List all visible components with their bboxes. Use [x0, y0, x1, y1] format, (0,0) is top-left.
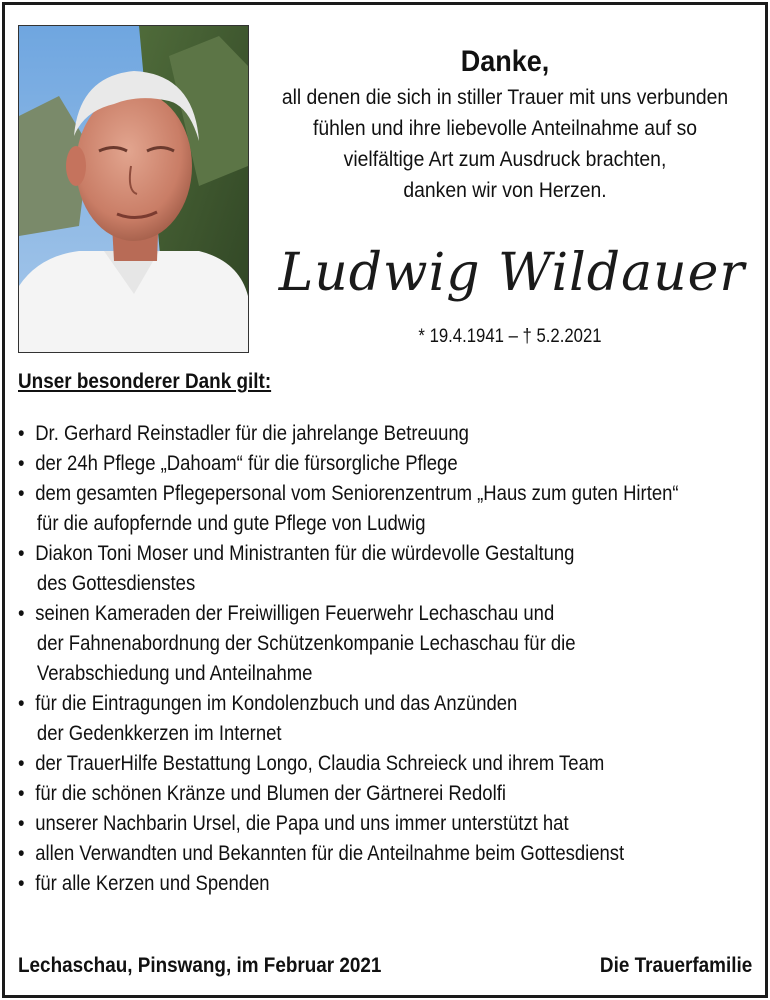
list-item: [18, 808, 723, 838]
thanks-heading: Danke,: [460, 45, 550, 78]
list-item-line: • für die Eintragungen im Kondolenzbuch und das Anzünden: [35, 691, 518, 715]
list-item: [18, 868, 723, 898]
thanks-message: [280, 42, 730, 206]
special-thanks-heading: Unser besonderer Dank gilt:: [18, 370, 272, 393]
list-item-line: • für alle Kerzen und Spenden: [35, 871, 270, 895]
list-item: [18, 448, 723, 478]
list-item-line: • allen Verwandten und Bekannten für die Anteilnahme beim Gottesdienst: [35, 841, 625, 865]
thanks-line: all denen die sich in stiller Trauer mit uns verbunden: [281, 85, 729, 109]
thanks-line: fühlen und ihre liebevolle Anteilnahme auf so: [312, 116, 698, 140]
list-item: [18, 598, 723, 688]
family-signature: Die Trauerfamilie: [599, 954, 752, 977]
list-item: [18, 478, 723, 538]
list-item-line: • der TrauerHilfe Bestattung Longo, Claudia Schreieck und ihrem Team: [35, 751, 605, 775]
thanks-line: danken wir von Herzen.: [403, 178, 607, 202]
list-item-line: für die aufopfernde und gute Pflege von Ludwig: [36, 511, 426, 535]
place-and-date: Lechaschau, Pinswang, im Februar 2021: [18, 954, 382, 977]
life-dates: * 19.4.1941 – † 5.2.2021: [418, 326, 602, 347]
list-item-line: der Fahnenabordnung der Schützenkompanie Lechaschau für die: [36, 631, 576, 655]
list-item: [18, 748, 723, 778]
list-item-line: • Dr. Gerhard Reinstadler für die jahrelange Betreuung: [35, 421, 469, 445]
thanks-line: vielfältige Art zum Ausdruck brachten,: [343, 147, 667, 171]
list-item-line: • Diakon Toni Moser und Ministranten für die würdevolle Gestaltung: [35, 541, 575, 565]
list-item-line: des Gottesdienstes: [36, 571, 196, 595]
list-item-line: der Gedenkkerzen im Internet: [36, 721, 282, 745]
portrait-photo: [18, 25, 249, 353]
list-item: [18, 538, 723, 598]
list-item: [18, 418, 723, 448]
list-item: [18, 688, 723, 748]
list-item-line: • für die schönen Kränze und Blumen der Gärtnerei Redolfi: [35, 781, 506, 805]
deceased-name: Ludwig Wildauer: [278, 243, 746, 303]
list-item-line: Verabschiedung und Anteilnahme: [36, 661, 313, 685]
thanks-list: [18, 418, 723, 898]
list-item-line: • der 24h Pflege „Dahoam“ für die fürsorgliche Pflege: [35, 451, 458, 475]
list-item: [18, 838, 723, 868]
list-item-line: • dem gesamten Pflegepersonal vom Seniorenzentrum „Haus zum guten Hirten“: [35, 481, 679, 505]
portrait-image: [19, 26, 248, 352]
list-item-line: • seinen Kameraden der Freiwilligen Feuerwehr Lechaschau und: [35, 601, 555, 625]
list-item: [18, 778, 723, 808]
list-item-line: • unserer Nachbarin Ursel, die Papa und uns immer unterstützt hat: [35, 811, 569, 835]
